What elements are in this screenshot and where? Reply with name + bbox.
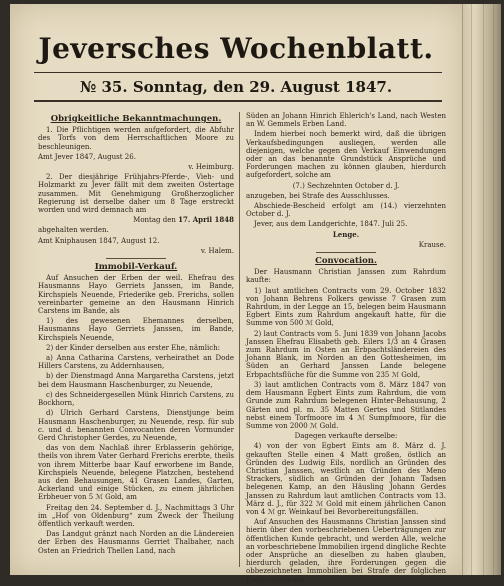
convocation-subhead: Dagegen verkaufte derselbe:: [294, 432, 398, 441]
convocation-paragraph: 4) von der von Egbert Eints am 8. März d. J. gekauften Stelle einen 4 Matt großen, östlich an Gründen des Ludwig Eils, nordlich an Gründen des Christian Janssen, westlich an Gründen des Meno Strackers, südlich an Gründen der Johann Tadsen belegenen Kamp, an den Häusling Johann Gerdes Janssen zu Rahrdum laut amtlichen Contracts vom 13. März d. J., für 322 ℳ Gold mit einem jährlichen Canon von 4 ℳ gr. Weinkauf bei Bevorbereitungsfällen.: [246, 442, 446, 516]
deadline-line: (7.) Sechzehnten October d. J.: [292, 181, 400, 190]
notice-2-after: abgehalten werden.: [38, 226, 109, 235]
binding-line: [493, 4, 494, 575]
convocation-paragraph: Auf Ansuchen des Hausmanns Christian Janssen sind hierin über den vorbeschriebenen Ueberträgungen zur öffentlichen Kunde gebracht, und werden Alle, welche an vorbeschriebene Immobilien irgend dingliche Rechte oder Ansprüche an dieselben zu haben glauben, hierdurch geladen, ihre Forderungen gegen die obbezeichneten Immobilien bei Strafe der folglichen Ueberträgungen: [246, 518, 446, 584]
left-column: [38, 112, 234, 557]
right-column: [246, 112, 446, 586]
notice-1-signature: v. Heimburg.: [188, 163, 234, 172]
court-signature-2: Krause.: [418, 240, 446, 249]
continued-place: Jever, aus dem Landgerichte, 1847. Juli 25.: [254, 220, 408, 229]
notice-2-date-line: [38, 216, 234, 224]
section-separator: [106, 258, 166, 259]
continued-paragraph: anzugeben, bei Strafe des Ausschlusses.: [246, 191, 390, 200]
newspaper-page: [10, 4, 462, 584]
convocation-paragraph: 2) laut Contracts vom 5. Juni 1839 von Johann Jacobs Janssen Ehefrau Elisabeth geb. Eilers 1/3 an 4 Grasen zum Rahrdum in Osten an Erbpachtsländereien des Johann Blank, im Norden an den Gottesheimen, im Süden an Gerhard Janssen Lande belegene Erbpachtsflüche für die Summe von 235 ℳ Gold,: [246, 329, 446, 379]
masthead-rule-top: [34, 72, 442, 73]
notice-2-date-prefix: Montag den: [133, 216, 176, 225]
sale-paragraph: c) des Schneidergesellen Münk Hinrich Carstens, zu Bockhorn,: [38, 390, 234, 408]
continued-paragraph: Abschiede-Bescheid erfolgt am (14.) vierzehnten October d. J.: [246, 202, 446, 219]
convocation-paragraph: 1) laut amtlichen Contracts vom 29. October 1832 von Johann Behrens Folkers gewisse 7 Grasen zum Rahrdum, in der Legge an 15, belegen beim Hausmann Egbert Eints zum Rahrdum angekauft hatte, für die Summe von 500 ℳ Gold,: [246, 286, 446, 328]
issue-number: № 35.: [79, 78, 128, 96]
sale-paragraph: d) Ulrich Gerhard Carstens, Dienstjunge beim Hausmann Haschenburger, zu Neuende, resp. für sub c. und d. benannten Convocanten deren Vormunder Gerd Christopher Gerdes, zu Neuende,: [38, 409, 234, 442]
masthead-title: Jeversches Wochenblatt.: [38, 32, 434, 65]
sale-paragraph: Das Landgut gränzt nach Norden an die Ländereien der Erben des Hausmanns Gerriet Thalbaher, nach Osten an Friedrich Thellen Land, nach: [38, 530, 234, 555]
sale-paragraph: a) Anna Catharina Carstens, verheirathet an Dode Hillers Carstens, zu Addernhausen,: [38, 354, 234, 371]
notice-1: 1. Die Pflichtigen werden aufgefordert, die Abfuhr des Torfs von dem Herrschaftlichen Moore zu beschleunigen.: [38, 126, 234, 151]
binding-line: [483, 4, 484, 575]
convocation-paragraph: 3) laut amtlichen Contracts vom 8. März 1847 von dem Hausmann Egbert Eints zum Rahrdum, die vom Grunde zum Rahrdum belegenen Hinter-Behausung, 2 Gärten und pl. m. 35 Matten Gertes und Stitlandes nebst einem Torfmoore im 4 ℳ Sumpfmoore, für die Summe von 2000 ℳ Gold.: [246, 380, 446, 430]
sale-paragraph: Auf Ansuchen der Erben der weil. Ehefrau des Hausmanns Hayo Gerriets Janssen, im Bande, Kirchspiels Neuende, Friederike geb. Frerichs, sollen vereinbarter gemeine an den Hausmann Hinrich Carstens im Bande, als: [38, 274, 234, 316]
continued-paragraph: Süden an Johann Hinrich Ehlerich's Land, nach Westen an W. Gemmels Erben Land.: [246, 112, 446, 129]
book-binding-edge: [462, 4, 501, 575]
column-divider: [239, 112, 240, 567]
continued-paragraph: Indem hierbei noch bemerkt wird, daß die übrigen Verkaufsbedingungen ausliegen, werden alle diejenigen, welche gegen den Verkauf Einwendungen oder an das benannte Grundstück Ansprüche und Forderungen machen zu können glauben, hierdurch aufgefordert, solche am: [246, 130, 446, 180]
masthead-rule-bottom: [34, 100, 442, 102]
court-signature: Lenge.: [332, 229, 360, 239]
binding-line: [471, 4, 472, 575]
section-title-convocation: Convocation.: [315, 256, 377, 267]
sale-paragraph: 1) des gewesenen Ehemannes derselben, Hausmanns Hayo Gerriets Janssen, im Bande, Kirchspiels Neuende,: [38, 317, 234, 342]
section-separator: [316, 252, 376, 253]
sale-paragraph: Freitag den 24. September d. J., Nachmittags 3 Uhr im „Hof von Oldenburg“ zum Zweck der Theilung öffentlich verkauft werden.: [38, 503, 234, 528]
notice-2-signature: v. Halem.: [200, 246, 234, 255]
sale-paragraph: 2) der Kinder derselben aus erster Ehe, nämlich:: [46, 343, 220, 352]
sale-paragraph: b) der Dienstmagd Anna Margaretha Carstens, jetzt bei dem Hausmann Haschenburger, zu Neuende,: [38, 372, 234, 389]
notice-2: 2. Der diesjährige Frühjahrs-Pferde-, Vieh- und Holzmarkt zu Jever fällt mit dem zweiten Ostertage zusammen. Mit Genehmigung Großherzoglicher Regierung ist derselbe daher um 8 Tage erstreckt worden und wird demnach am: [38, 173, 234, 215]
sale-paragraph: das von dem Nachlaß ihrer Erblasserin gehörige, theils von ihrem Vater Gerhard Frerichs ererbte, theils von ihrem Mitterbe baar Kauf erworbene im Bande, Kirchspiels Neuende, belegene Platzchen, bestehend aus den Behausungen, 41 Grasen Landes, Garten, Ackerland und einige Stücken, zu einem jährlichen Erbheuer von 5 ℳ Gold, am: [38, 444, 234, 502]
notice-2-date: 17. April 1848: [178, 215, 234, 225]
section-title-official: Obrigkeitliche Bekanntmachungen.: [50, 114, 222, 124]
notice-1-place: Amt Jever 1847, August 26.: [38, 152, 136, 161]
section-title-sale: Immobil-Verkauf.: [94, 262, 178, 273]
convocation-paragraph: Der Hausmann Christian Janssen zum Rahrdum kaufte:: [246, 268, 446, 285]
issue-day: Sonntag,: [132, 78, 208, 96]
issue-line: [10, 78, 462, 96]
issue-date: den 29. August 1847.: [213, 78, 393, 96]
notice-2-place: Amt Kniphausen 1847, August 12.: [38, 236, 160, 245]
